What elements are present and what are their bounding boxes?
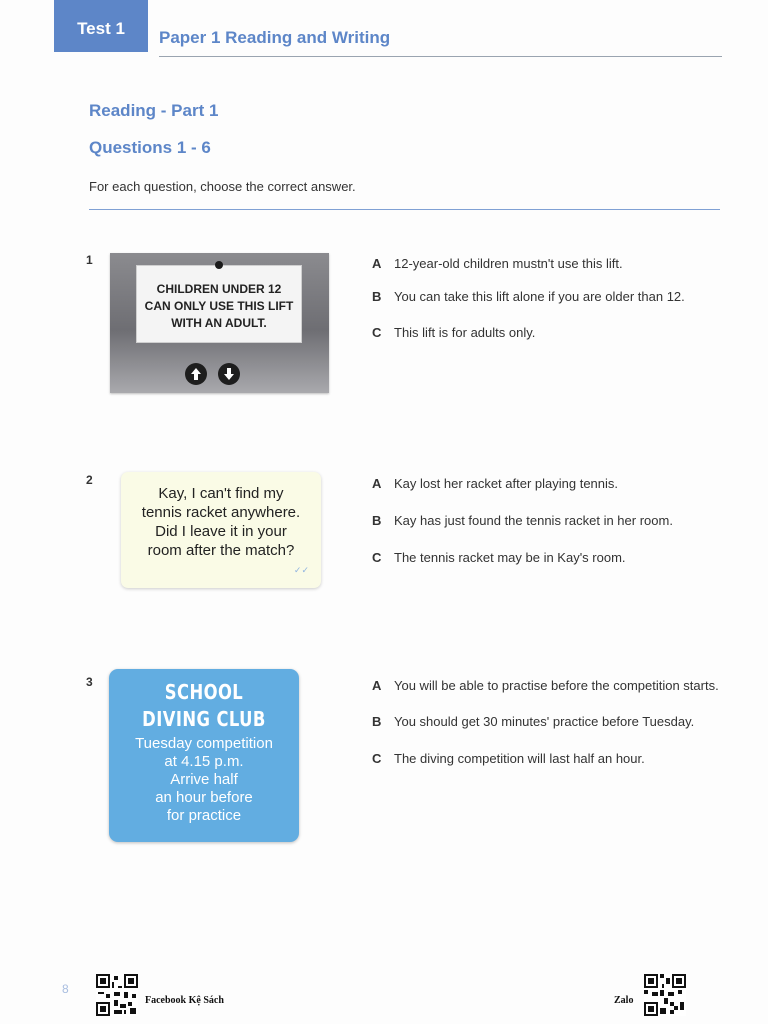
option-a[interactable] bbox=[372, 677, 732, 694]
option-b[interactable] bbox=[372, 288, 732, 305]
up-arrow-icon bbox=[185, 363, 207, 385]
option-a[interactable] bbox=[372, 255, 732, 272]
header-divider bbox=[159, 56, 722, 57]
question-2-options bbox=[372, 475, 732, 582]
zalo-label: Zalo bbox=[614, 995, 634, 1006]
option-text: You will be able to practise before the competition starts. bbox=[394, 678, 719, 693]
option-letter: B bbox=[372, 513, 382, 528]
option-letter: B bbox=[372, 714, 382, 729]
poster-title: SCHOOL DIVING CLUB bbox=[142, 680, 266, 731]
instruction-divider bbox=[89, 209, 720, 210]
lift-sign-image bbox=[110, 253, 329, 393]
option-letter: A bbox=[372, 476, 382, 491]
instruction-text: For each question, choose the correct answer. bbox=[89, 179, 356, 194]
option-letter: B bbox=[372, 289, 382, 304]
page-number: 8 bbox=[62, 982, 69, 996]
option-b[interactable] bbox=[372, 713, 732, 730]
option-text: Kay lost her racket after playing tennis. bbox=[394, 476, 619, 491]
poster-body: Tuesday competition at 4.15 p.m. Arrive half an hour before for practice bbox=[135, 735, 273, 824]
option-text: The diving competition will last half an hour. bbox=[394, 751, 645, 766]
zalo-qr-code-icon[interactable] bbox=[644, 974, 686, 1016]
questions-range: Questions 1 - 6 bbox=[89, 138, 211, 157]
option-text: You should get 30 minutes' practice before Tuesday. bbox=[394, 714, 695, 729]
question-number-2: 2 bbox=[86, 473, 93, 487]
option-text: The tennis racket may be in Kay's room. bbox=[394, 550, 626, 565]
test-tab: Test 1 bbox=[54, 0, 148, 52]
section-title: Reading - Part 1 bbox=[89, 101, 219, 120]
message-text: Kay, I can't find my tennis racket anywhere. Did I leave it in your room after the match? bbox=[141, 485, 301, 559]
question-3-options bbox=[372, 677, 732, 783]
pin-icon bbox=[215, 261, 223, 269]
option-letter: C bbox=[372, 550, 382, 565]
facebook-qr-code-icon[interactable] bbox=[96, 974, 138, 1016]
lift-notice-text: CHILDREN UNDER 12 CAN ONLY USE THIS LIFT WITH AN ADULT. bbox=[144, 281, 294, 330]
question-number-1: 1 bbox=[86, 253, 93, 267]
diving-club-poster bbox=[109, 669, 299, 842]
option-c[interactable] bbox=[372, 324, 732, 341]
option-letter: C bbox=[372, 751, 382, 766]
option-c[interactable] bbox=[372, 549, 732, 566]
option-letter: C bbox=[372, 325, 382, 340]
down-arrow-icon bbox=[218, 363, 240, 385]
option-text: 12-year-old children mustn't use this lift. bbox=[394, 256, 623, 271]
read-ticks-icon: ✓✓ bbox=[293, 565, 309, 575]
option-letter: A bbox=[372, 678, 382, 693]
facebook-label: Facebook Kệ Sách bbox=[145, 995, 224, 1006]
option-text: This lift is for adults only. bbox=[394, 325, 536, 340]
option-c[interactable] bbox=[372, 750, 732, 767]
option-letter: A bbox=[372, 256, 382, 271]
lift-notice-card bbox=[136, 265, 302, 343]
question-1-options bbox=[372, 255, 732, 357]
option-text: Kay has just found the tennis racket in her room. bbox=[394, 513, 673, 528]
paper-title: Paper 1 Reading and Writing bbox=[159, 28, 391, 47]
option-a[interactable] bbox=[372, 475, 732, 492]
option-b[interactable] bbox=[372, 512, 732, 529]
question-number-3: 3 bbox=[86, 675, 93, 689]
text-message-bubble bbox=[121, 472, 321, 588]
option-text: You can take this lift alone if you are older than 12. bbox=[394, 289, 685, 304]
